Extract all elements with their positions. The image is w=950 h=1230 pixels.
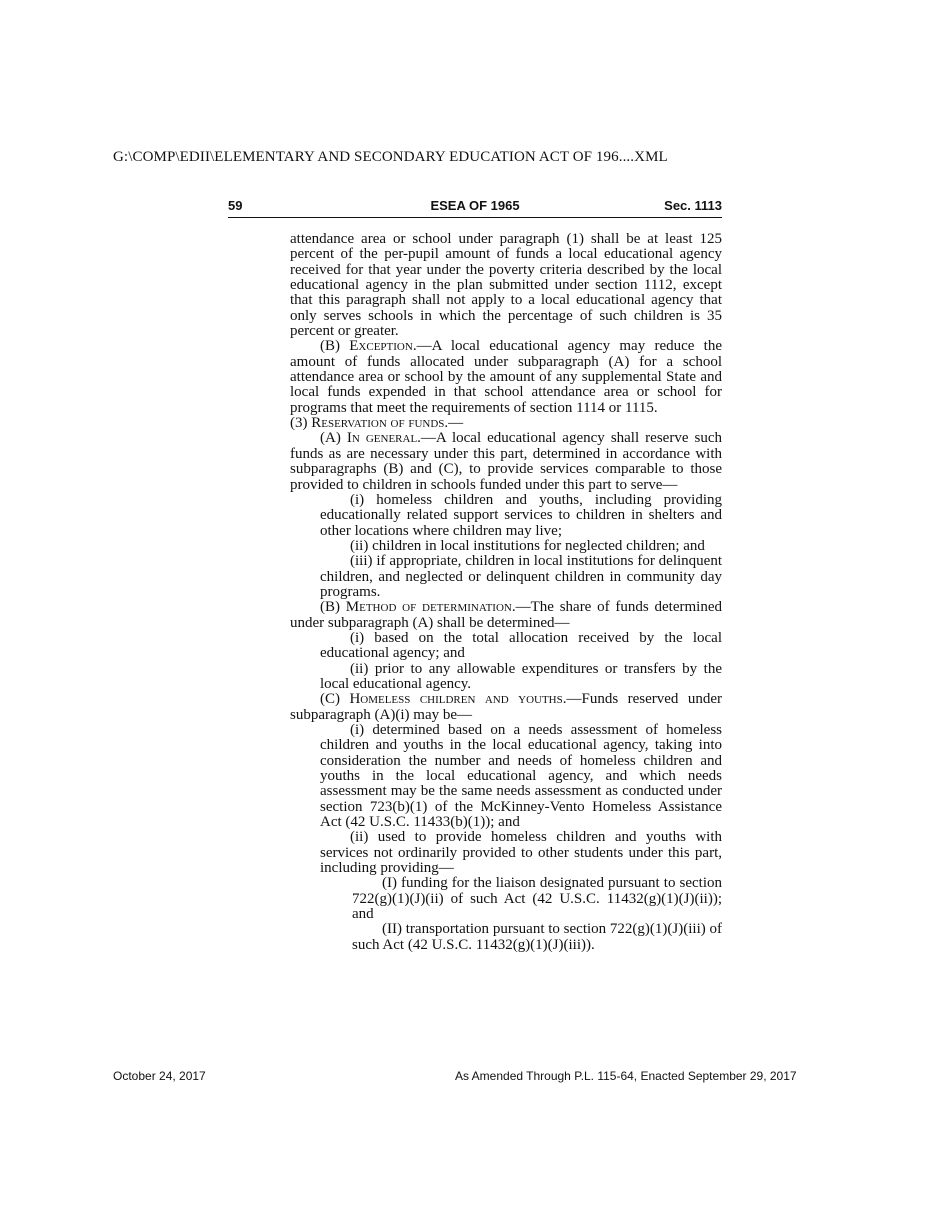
clause-a-iii: (iii) if appropriate, children in local institutions for delinquent children, and neglected or delinquent children in community day programs. [320, 553, 722, 600]
text: .— [444, 415, 464, 432]
label: (B) [320, 338, 350, 355]
text: .—Funds reserved under subparagraph (A)(i) may be— [290, 691, 722, 723]
text: .—The share of funds determined under subparagraph (A) shall be determined— [290, 599, 722, 631]
clause-b-i: (i) based on the total allocation received by the local educational agency; and [320, 629, 722, 662]
text: .—A local educational agency shall reserve such funds as are necessary under this part, determined in accordance with subparagraphs (B) and (C), to provide services comparable to those provided to children in schools funded under this part to serve— [290, 430, 723, 493]
clause-b-ii: (ii) prior to any allowable expenditures or transfers by the local educational agency. [320, 660, 722, 692]
subparagraph-b-method [290, 600, 722, 631]
clause-c-i: (i) determined based on a needs assessment of homeless children and youths in the local educational agency, taking into consideration the number and needs of homeless children and youths in the local educational agency, and which needs assessment may be the same needs assessment as conducted under section 723(b)(1) of the McKinney-Vento Homeless Assistance Act (42 U.S.C. 11433(b)(1)); and [320, 722, 722, 831]
act-title: ESEA OF 1965 [430, 198, 520, 213]
label: (C) [320, 691, 350, 708]
paragraph-3-reservation [290, 416, 722, 431]
heading: Reservation of funds [311, 415, 445, 432]
heading: Homeless children and youths [349, 691, 563, 708]
paragraph-continuation: attendance area or school under paragraph (1) shall be at least 125 percent of the per-pupil amount of funds a local educational agency received for that year under the poverty criteria described by the local educational agency in the plan submitted under section 1112, except that this paragraph shall not apply to a local educational agency that only serves schools in which the percentage of such children is 35 percent or greater. [290, 231, 722, 340]
label: (B) [320, 599, 346, 616]
clause-a-ii: (ii) children in local institutions for neglected children; and [350, 537, 705, 554]
subparagraph-c-homeless [290, 692, 722, 723]
label: (3) [290, 415, 312, 432]
clause-c-ii: (ii) used to provide homeless children and youths with services not ordinarily provided to other students under this part, including providing— [320, 829, 722, 877]
heading: In general [346, 430, 418, 447]
label: (A) [320, 430, 347, 447]
page-number: 59 [228, 198, 243, 213]
subparagraph-a-in-general [290, 431, 722, 492]
statute-text [290, 232, 722, 953]
clause-a-i: (i) homeless children and youths, including providing educationally related support services to children in shelters and other locations where children may live; [320, 491, 722, 539]
subclause-c-ii-I: (I) funding for the liaison designated pursuant to section 722(g)(1)(J)(ii) of such Act (42 U.S.C. 11432(g)(1)(J)(ii)); and [352, 875, 722, 923]
footer-date: October 24, 2017 [113, 1069, 206, 1083]
subclause-c-ii-II: (II) transportation pursuant to section 722(g)(1)(J)(iii) of such Act (42 U.S.C. 11432(g)(1)(J)(iii)). [352, 921, 722, 953]
footer-amended: As Amended Through P.L. 115-64, Enacted September 29, 2017 [455, 1069, 797, 1083]
section-number: Sec. 1113 [664, 198, 722, 213]
subparagraph-b-exception [290, 339, 722, 416]
heading: Exception [349, 338, 413, 355]
running-header [228, 197, 722, 218]
file-path: G:\COMP\EDII\ELEMENTARY AND SECONDARY EDUCATION ACT OF 196....XML [113, 149, 668, 165]
heading: Method of determination [345, 599, 512, 616]
text: .—A local educational agency may reduce the amount of funds allocated under subparagraph (A) for a school attendance area or school by the amount of any supplemental State and local funds expended in that school attendance area or school for programs that meet the requirements of section 1114 or 1115. [290, 338, 722, 416]
